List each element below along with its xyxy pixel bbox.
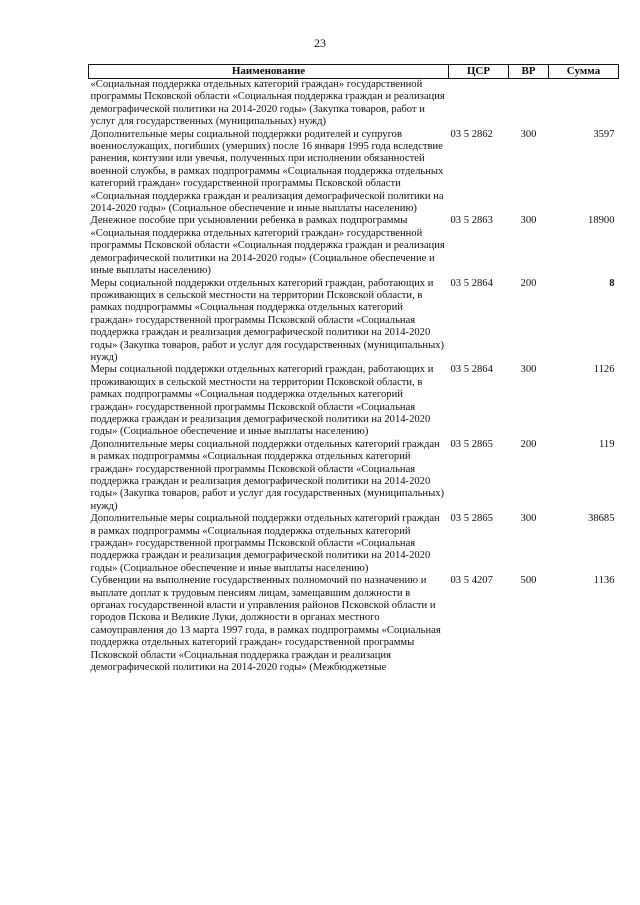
header-csr: ЦСР [449, 65, 509, 79]
row-csr: 03 5 2864 [450, 364, 493, 376]
table-row [89, 513, 619, 575]
table-row [89, 439, 619, 513]
row-csr: 03 5 2863 [450, 215, 493, 227]
row-vr: 200 [520, 438, 537, 450]
table-header-row [89, 65, 619, 79]
row-csr: 03 5 2865 [450, 438, 493, 450]
row-name: Субвенции на выполнение государственных полномочий по назначению и выплате доплат к трудовым пенсиям лицам, замещавшим должности в органах государственной власти и управления районов Псковской области и городов Пскова и Великие Луки, должности в органах местного самоуправления до 13 марта 1997 года, в рамках подпрограммы «Социальная поддержка отдельных категорий граждан» государственной программы Псковской области «Социальная поддержка граждан и реализация демографической политики на 2014-2020 годы» (Межбюджетные [90, 575, 441, 674]
row-csr: 03 5 2862 [450, 128, 493, 140]
row-name: Дополнительные меры социальной поддержки отдельных категорий граждан в рамках подпрограммы «Социальная поддержка отдельных категорий граждан» государственной программы Псковской области «Социальная поддержка граждан и реализация демографической политики на 2014-2020 годы» (Социальное обеспечение и иные выплаты населению) [90, 513, 440, 574]
row-sum [549, 79, 619, 129]
table-row [89, 364, 619, 438]
row-vr [509, 79, 549, 129]
row-name: Дополнительные меры социальной поддержки родителей и супругов военнослужащих, погибших (умерших) после 16 января 1995 года вследствие ранения, контузии или увечья, полученных при исполнении обязанностей военной службы, в рамках подпрограммы «Социальная поддержка отдельных категорий граждан» государственной программы Псковской области «Социальная поддержка граждан и реализация демографической политики на 2014-2020 годы» (Социальное обеспечение и иные выплаты населению) [90, 128, 444, 215]
row-vr: 200 [520, 277, 537, 289]
table-row [89, 215, 619, 277]
table-row [89, 278, 619, 365]
row-csr: 03 5 2865 [450, 513, 493, 525]
row-csr: 03 5 2864 [450, 277, 493, 289]
row-name: Денежное пособие при усыновлении ребенка в рамках подпрограммы «Социальная поддержка отдельных категорий граждан» государственной программы Псковской области «Социальная поддержка граждан и реализация демографической политики на 2014-2020 годы» (Социальное обеспечение и иные выплаты населению) [90, 215, 445, 277]
row-name: Меры социальной поддержки отдельных категорий граждан, работающих и проживающих в сельской местности на территории Псковской области, в рамках подпрограммы «Социальная поддержка отдельных категорий граждан» государственной программы Псковской области «Социальная поддержка граждан и реализация демографической политики на 2014-2020 годы» (Закупка товаров, работ и услуг для государственных (муниципальных) нужд) [90, 277, 445, 363]
table-row [89, 79, 619, 129]
row-sum: 18900 [588, 215, 615, 227]
row-sum: 8 [609, 277, 615, 289]
header-name: Наименование [89, 65, 449, 79]
row-vr: 500 [520, 575, 537, 587]
row-csr [449, 79, 509, 129]
row-sum: 38685 [588, 513, 615, 525]
row-sum: 3597 [593, 128, 615, 140]
header-vr: ВР [509, 65, 549, 79]
row-vr: 300 [520, 513, 537, 525]
row-name: Дополнительные меры социальной поддержки отдельных категорий граждан в рамках подпрограммы «Социальная поддержка отдельных категорий граждан» государственной программы Псковской области «Социальная поддержка граждан и реализация демографической политики на 2014-2020 годы» (Закупка товаров, работ и услуг для государственных (муниципальных) нужд) [90, 438, 445, 512]
row-sum: 1136 [593, 575, 615, 587]
row-vr: 300 [520, 215, 537, 227]
table-row [89, 129, 619, 216]
row-vr: 300 [520, 364, 537, 376]
page-number: 23 [314, 36, 326, 50]
row-name: «Социальная поддержка отдельных категорий граждан» государственной программы Псковской области «Социальная поддержка граждан и реализация демографической политики на 2014-2020 годы» (Закупка товаров, работ и услуг для государственных (муниципальных) нужд) [90, 79, 445, 128]
row-sum: 1126 [593, 364, 615, 376]
row-vr: 300 [520, 128, 537, 140]
header-sum: Сумма [549, 65, 619, 79]
budget-table [88, 64, 619, 675]
row-sum: 119 [599, 438, 615, 450]
table-row [89, 575, 619, 674]
row-csr: 03 5 4207 [450, 575, 493, 587]
row-name: Меры социальной поддержки отдельных категорий граждан, работающих и проживающих в сельской местности на территории Псковской области, в рамках подпрограммы «Социальная поддержка отдельных категорий граждан» государственной программы Псковской области «Социальная поддержка граждан и реализация демографической политики на 2014-2020 годы» (Социальное обеспечение и иные выплаты населению) [90, 364, 434, 438]
